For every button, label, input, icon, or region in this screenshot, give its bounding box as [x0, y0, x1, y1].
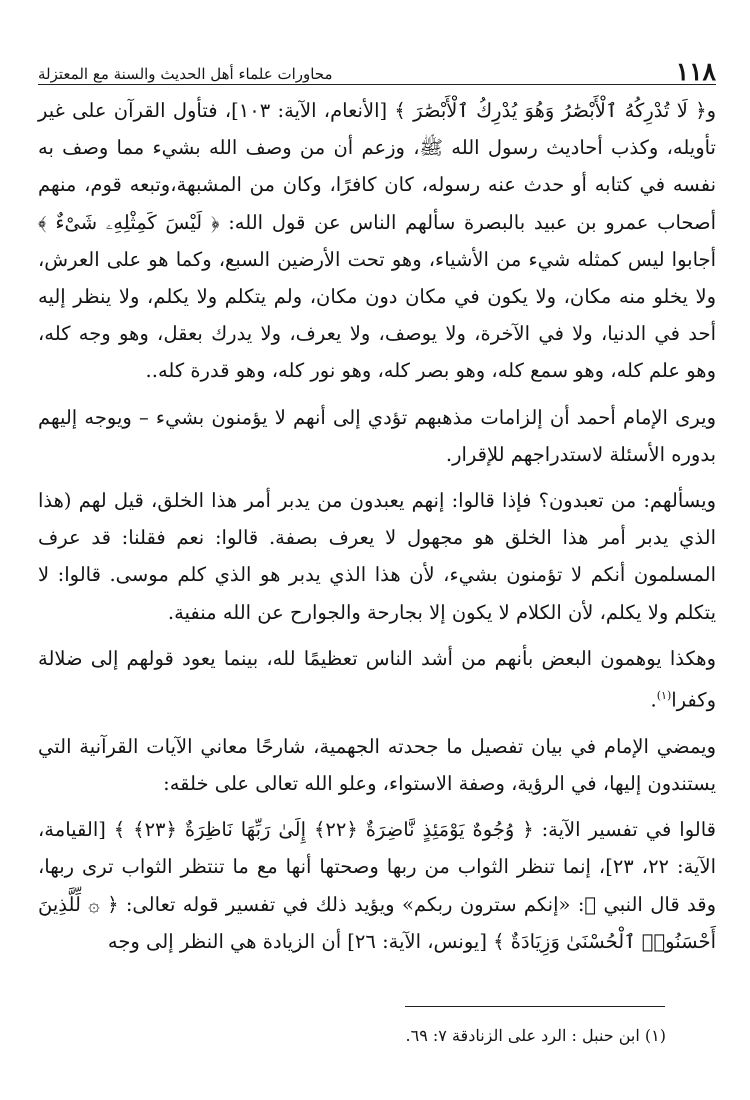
paragraph-4-text: وهكذا يوهمون البعض بأنهم من أشد الناس تعظيمًا لله، بينما يعود قولهم إلى ضلالة وكفرا [38, 646, 716, 712]
paragraph-2: ويرى الإمام أحمد أن إلزامات مذهبهم تؤدي إلى أنهم لا يؤمنون بشيء – ويوجه إليهم بدوره الأسئلة لاستدراجهم للإقرار. [38, 405, 716, 466]
footnote: (١) ابن حنبل : الرد على الزنادقة ٧: ٦٩. [405, 1026, 666, 1045]
footnote-reference[interactable]: (١) [656, 689, 672, 703]
running-title: محاورات علماء أهل الحديث والسنة مع المعتزلة [38, 65, 333, 83]
paragraph-6: قالوا في تفسير الآية: ﴿ وُجُوهٌ يَوْمَئِذٍ نَّاضِرَةٌ ﴿٢٢﴾ إِلَىٰ رَبِّهَا نَاظِرَةٌ ﴿٢٣﴾ ﴾ [القيامة، الآية: ٢٢، ٢٣]، إنما تنظر الثواب من ربها وصحتها أنها مع ما تنتظر الثواب ترى ربها، وقد قال النبي ﷺ: «إنكم سترون ربكم» ويؤيد ذلك في تفسير قوله تعالى: ﴿ ۞ لِّلَّذِينَ أَحْسَنُوا۟ ٱلْحُسْنَىٰ وَزِيَادَةٌ ﴾ [يونس، الآية: ٢٦] أن الزيادة هي النظر إلى وجه [38, 818, 716, 953]
main-text [38, 92, 716, 969]
header-divider [38, 84, 716, 85]
paragraph-1: و﴿ لَا تُدْرِكُهُ ٱلْأَبْصَٰرُ وَهُوَ يُدْرِكُ ٱلْأَبْصَٰرَ ﴾ [الأنعام، الآية: ١٠٣]، فتأول القرآن على غير تأويله، وكذب أحاديث رسول الله ﷺ، وزعم أن من وصف الله بشيء مما وصف به نفسه في كتابه أو حدث عنه رسوله، كان كافرًا، وكان من المشبهة،وتبعه قوم، منهم أصحاب عمرو بن عبيد بالبصرة سألهم الناس عن قول الله: ﴿ لَيْسَ كَمِثْلِهِۦ شَىْءٌ ﴾ أجابوا ليس كمثله شيء من الأشياء، وهو تحت الأرضين السبع، وكما هو على العرش، ولا يخلو منه مكان، ولا يكون في مكان دون مكان، ولم يتكلم ولا يكلم، ولا ينظر إليه أحد في الدنيا، ولا في الآخرة، ولا يوصف، ولا يعرف، ولا يدرك بعقل، وهو وجه كله، وهو علم كله، وهو سمع كله، وهو بصر كله، وهو نور كله، وهو قدرة كله.. [38, 99, 716, 383]
footnote-divider [405, 1006, 665, 1007]
page-number: ١١٨ [675, 57, 716, 86]
paragraph-4 [38, 640, 716, 719]
page-header [38, 46, 716, 84]
paragraph-5: ويمضي الإمام في بيان تفصيل ما جحدته الجهمية، شارحًا معاني الآيات القرآنية التي يستندون إليها، في الرؤية، وصفة الاستواء، وعلو الله تعالى على خلقه: [38, 734, 716, 795]
paragraph-4-end: . [650, 688, 657, 712]
paragraph-3: ويسألهم: من تعبدون؟ فإذا قالوا: إنهم يعبدون من يدبر أمر هذا الخلق، قيل لهم (هذا الذي يدبر أمر هذا الخلق هو مجهول لا يعرف بصفة. قالوا: نعم فقلنا: قد عرف المسلمون أنكم لا تؤمنون بشيء، لأن هذا الذي يدبر هو الذي كلم موسى. قالوا: لا يتكلم ولا يكلم، لأن الكلام لا يكون إلا بجارحة والجوارح عن الله منفية. [38, 489, 716, 624]
